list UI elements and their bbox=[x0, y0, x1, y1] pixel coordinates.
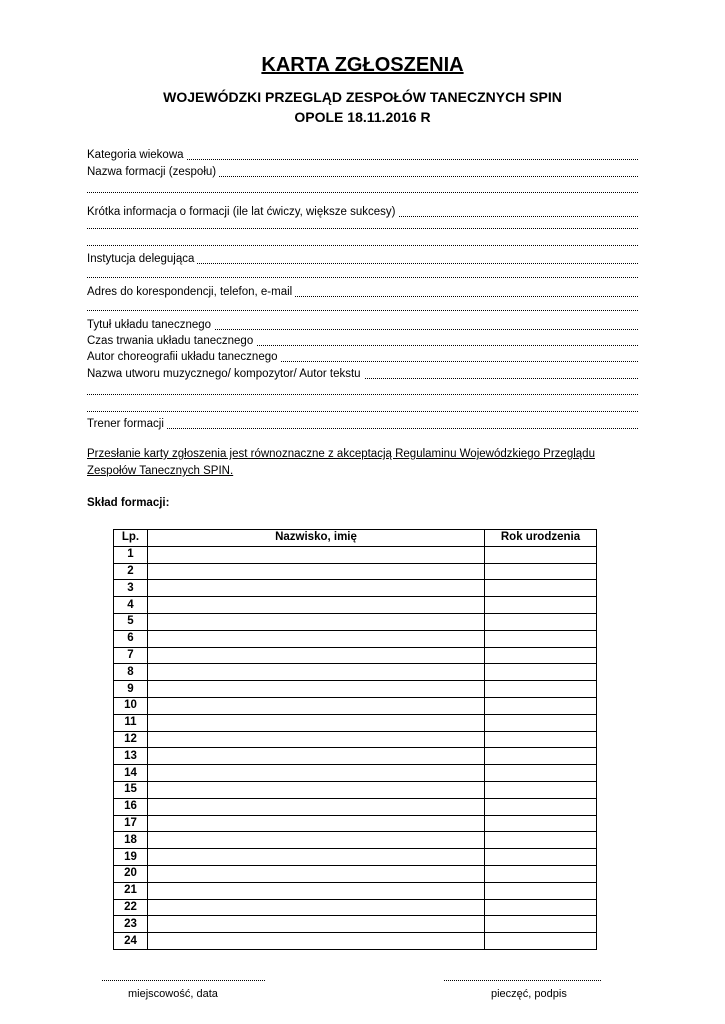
row-number: 11 bbox=[114, 714, 148, 731]
field-continuation-line[interactable] bbox=[87, 191, 638, 193]
member-name-cell[interactable] bbox=[148, 899, 485, 916]
field-formation-info[interactable] bbox=[87, 204, 638, 220]
table-row bbox=[114, 580, 597, 597]
member-name-cell[interactable] bbox=[148, 731, 485, 748]
member-name-cell[interactable] bbox=[148, 630, 485, 647]
row-number: 21 bbox=[114, 882, 148, 899]
table-row bbox=[114, 630, 597, 647]
field-label: Adres do korespondencji, telefon, e-mail bbox=[87, 286, 295, 298]
row-number: 13 bbox=[114, 748, 148, 765]
stamp-signature-label: pieczęć, podpis bbox=[491, 988, 567, 1000]
birth-year-cell[interactable] bbox=[485, 849, 597, 866]
birth-year-cell[interactable] bbox=[485, 664, 597, 681]
table-row bbox=[114, 882, 597, 899]
row-number: 20 bbox=[114, 865, 148, 882]
field-continuation-line[interactable] bbox=[87, 276, 638, 278]
table-row bbox=[114, 731, 597, 748]
field-trainer[interactable] bbox=[87, 416, 638, 432]
table-row bbox=[114, 563, 597, 580]
field-label: Instytucja delegująca bbox=[87, 253, 197, 265]
table-row bbox=[114, 916, 597, 933]
field-continuation-line[interactable] bbox=[87, 393, 638, 395]
member-name-cell[interactable] bbox=[148, 832, 485, 849]
field-label: Nazwa formacji (zespołu) bbox=[87, 166, 219, 178]
birth-year-cell[interactable] bbox=[485, 765, 597, 782]
member-name-cell[interactable] bbox=[148, 781, 485, 798]
field-continuation-line[interactable] bbox=[87, 410, 638, 412]
table-row bbox=[114, 546, 597, 563]
birth-year-cell[interactable] bbox=[485, 899, 597, 916]
birth-year-cell[interactable] bbox=[485, 832, 597, 849]
row-number: 12 bbox=[114, 731, 148, 748]
field-continuation-line[interactable] bbox=[87, 244, 638, 246]
member-name-cell[interactable] bbox=[148, 865, 485, 882]
table-row bbox=[114, 613, 597, 630]
column-header-year: Rok urodzenia bbox=[485, 530, 597, 547]
table-row bbox=[114, 832, 597, 849]
row-number: 7 bbox=[114, 647, 148, 664]
table-row bbox=[114, 815, 597, 832]
row-number: 4 bbox=[114, 597, 148, 614]
row-number: 9 bbox=[114, 681, 148, 698]
field-label: Nazwa utworu muzycznego/ kompozytor/ Autor tekstu bbox=[87, 368, 364, 380]
birth-year-cell[interactable] bbox=[485, 933, 597, 950]
table-row bbox=[114, 714, 597, 731]
member-name-cell[interactable] bbox=[148, 882, 485, 899]
table-row bbox=[114, 781, 597, 798]
birth-year-cell[interactable] bbox=[485, 798, 597, 815]
row-number: 8 bbox=[114, 664, 148, 681]
birth-year-cell[interactable] bbox=[485, 546, 597, 563]
member-name-cell[interactable] bbox=[148, 714, 485, 731]
birth-year-cell[interactable] bbox=[485, 781, 597, 798]
table-row bbox=[114, 865, 597, 882]
row-number: 24 bbox=[114, 933, 148, 950]
row-number: 16 bbox=[114, 798, 148, 815]
table-row bbox=[114, 664, 597, 681]
table-row bbox=[114, 798, 597, 815]
field-label: Tytuł układu tanecznego bbox=[87, 319, 214, 331]
field-label: Czas trwania układu tanecznego bbox=[87, 335, 256, 347]
table-row bbox=[114, 748, 597, 765]
members-table bbox=[113, 529, 597, 950]
row-number: 14 bbox=[114, 765, 148, 782]
birth-year-cell[interactable] bbox=[485, 815, 597, 832]
member-name-cell[interactable] bbox=[148, 697, 485, 714]
field-dance-title[interactable] bbox=[87, 317, 638, 333]
table-row bbox=[114, 899, 597, 916]
table-row bbox=[114, 933, 597, 950]
birth-year-cell[interactable] bbox=[485, 731, 597, 748]
member-name-cell[interactable] bbox=[148, 597, 485, 614]
birth-year-cell[interactable] bbox=[485, 697, 597, 714]
table-header-row bbox=[114, 530, 597, 547]
members-label: Skład formacji: bbox=[87, 497, 170, 509]
member-name-cell[interactable] bbox=[148, 613, 485, 630]
member-name-cell[interactable] bbox=[148, 798, 485, 815]
table-row bbox=[114, 765, 597, 782]
table-row bbox=[114, 681, 597, 698]
member-name-cell[interactable] bbox=[148, 748, 485, 765]
regulation-notice: Przesłanie karty zgłoszenia jest równoznaczne z akceptacją Regulaminu Wojewódzkiego Przeglądu Zespołów Tanecznych SPIN. bbox=[87, 448, 595, 477]
member-name-cell[interactable] bbox=[148, 933, 485, 950]
table-row bbox=[114, 647, 597, 664]
birth-year-cell[interactable] bbox=[485, 580, 597, 597]
member-name-cell[interactable] bbox=[148, 681, 485, 698]
table-row bbox=[114, 697, 597, 714]
row-number: 18 bbox=[114, 832, 148, 849]
member-name-cell[interactable] bbox=[148, 815, 485, 832]
birth-year-cell[interactable] bbox=[485, 748, 597, 765]
place-date-line[interactable] bbox=[102, 979, 265, 981]
event-place-date: OPOLE 18.11.2016 R bbox=[294, 109, 431, 125]
member-name-cell[interactable] bbox=[148, 647, 485, 664]
column-header-name: Nazwisko, imię bbox=[148, 530, 485, 547]
field-label: Trener formacji bbox=[87, 418, 167, 430]
birth-year-cell[interactable] bbox=[485, 916, 597, 933]
place-date-label: miejscowość, data bbox=[128, 988, 218, 1000]
birth-year-cell[interactable] bbox=[485, 865, 597, 882]
field-continuation-line[interactable] bbox=[87, 227, 638, 229]
field-address-contact[interactable] bbox=[87, 284, 638, 300]
field-label: Krótka informacja o formacji (ile lat ćwiczy, większe sukcesy) bbox=[87, 206, 398, 218]
event-name: WOJEWÓDZKI PRZEGLĄD ZESPOŁÓW TANECZNYCH SPIN bbox=[163, 89, 562, 105]
member-name-cell[interactable] bbox=[148, 563, 485, 580]
birth-year-cell[interactable] bbox=[485, 882, 597, 899]
row-number: 2 bbox=[114, 563, 148, 580]
field-age-category[interactable] bbox=[87, 147, 638, 163]
row-number: 22 bbox=[114, 899, 148, 916]
row-number: 5 bbox=[114, 613, 148, 630]
members-table-body bbox=[114, 546, 597, 949]
member-name-cell[interactable] bbox=[148, 765, 485, 782]
member-name-cell[interactable] bbox=[148, 546, 485, 563]
table-row bbox=[114, 849, 597, 866]
row-number: 10 bbox=[114, 697, 148, 714]
row-number: 6 bbox=[114, 630, 148, 647]
stamp-signature-line[interactable] bbox=[444, 979, 601, 981]
row-number: 3 bbox=[114, 580, 148, 597]
field-continuation-line[interactable] bbox=[87, 309, 638, 311]
column-header-lp: Lp. bbox=[114, 530, 148, 547]
birth-year-cell[interactable] bbox=[485, 613, 597, 630]
member-name-cell[interactable] bbox=[148, 849, 485, 866]
field-label: Kategoria wiekowa bbox=[87, 149, 187, 161]
field-duration[interactable] bbox=[87, 333, 638, 349]
field-label: Autor choreografii układu tanecznego bbox=[87, 351, 281, 363]
field-formation-name[interactable] bbox=[87, 164, 638, 180]
birth-year-cell[interactable] bbox=[485, 647, 597, 664]
birth-year-cell[interactable] bbox=[485, 630, 597, 647]
field-choreographer[interactable] bbox=[87, 349, 638, 365]
row-number: 17 bbox=[114, 815, 148, 832]
member-name-cell[interactable] bbox=[148, 664, 485, 681]
birth-year-cell[interactable] bbox=[485, 714, 597, 731]
birth-year-cell[interactable] bbox=[485, 597, 597, 614]
member-name-cell[interactable] bbox=[148, 580, 485, 597]
field-music-piece[interactable] bbox=[87, 366, 638, 382]
row-number: 19 bbox=[114, 849, 148, 866]
row-number: 1 bbox=[114, 546, 148, 563]
field-delegating-institution[interactable] bbox=[87, 251, 638, 267]
birth-year-cell[interactable] bbox=[485, 681, 597, 698]
row-number: 23 bbox=[114, 916, 148, 933]
row-number: 15 bbox=[114, 781, 148, 798]
form-title: KARTA ZGŁOSZENIA bbox=[261, 54, 464, 76]
member-name-cell[interactable] bbox=[148, 916, 485, 933]
birth-year-cell[interactable] bbox=[485, 563, 597, 580]
table-row bbox=[114, 597, 597, 614]
